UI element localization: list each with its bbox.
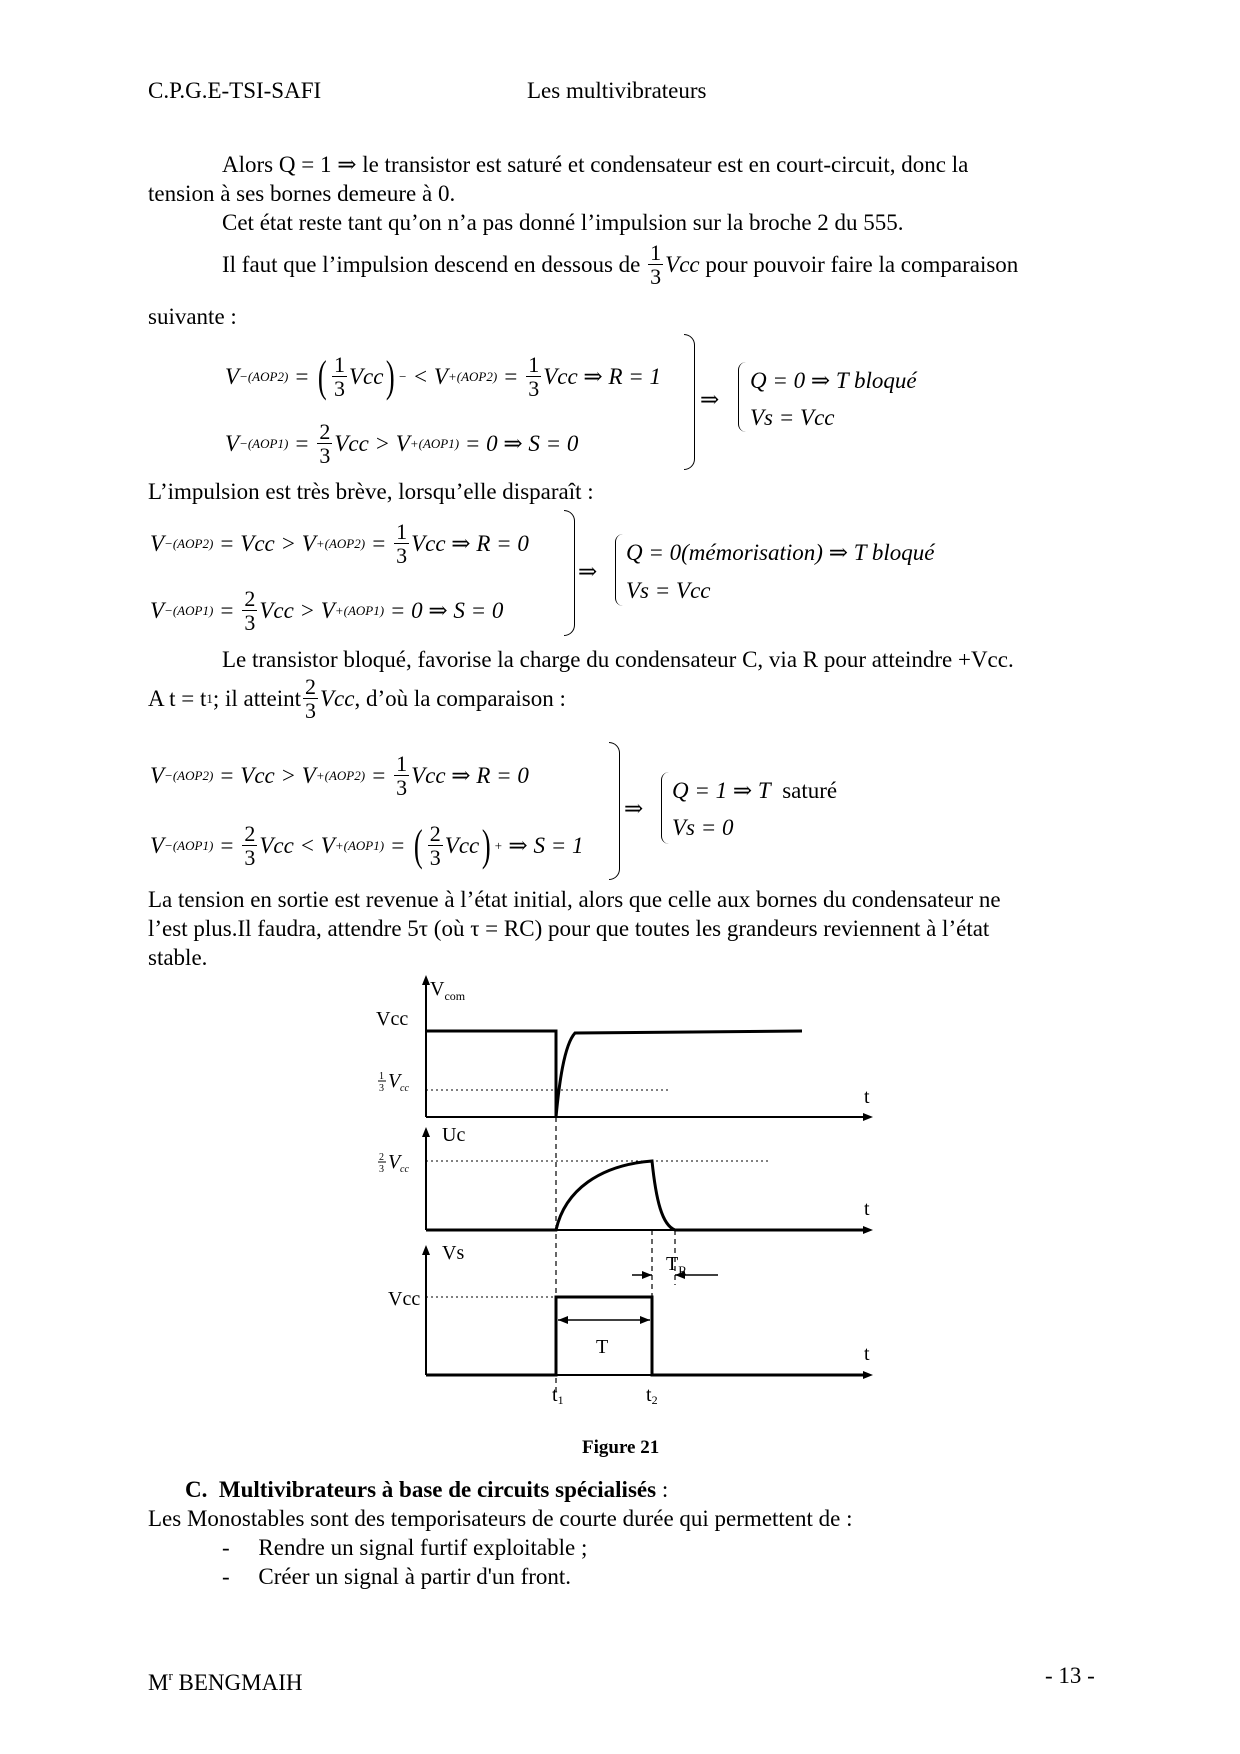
eq3-left-brace <box>661 772 670 844</box>
svg-text:cc: cc <box>400 1083 409 1094</box>
eq3-result-q: Q = 1 ⇒ T saturé <box>672 778 838 803</box>
para7-line1: La tension en sortie est revenue à l’état initial, alors que celle aux bornes du condensateur ne <box>148 887 1001 912</box>
period-label: T <box>596 1336 609 1358</box>
svg-text:V: V <box>388 1151 401 1173</box>
tr-label: $T_R$ <box>666 1253 687 1278</box>
footer-author: $M^r$ BENGMAIH <box>148 1668 303 1695</box>
eq2-left-brace <box>615 534 624 606</box>
eq1-result-vs: Vs = Vcc <box>750 405 835 430</box>
eq1-line2: V − (AOP1) = $\frac{2}{3}$ Vcc > V + (AOP1) = 0 ⇒ S = 0 <box>225 419 579 468</box>
eq1-left-brace <box>738 362 747 432</box>
eq1-line1: V − (AOP2) = ( $\frac{1}{3}$ Vcc ) − < V + (AOP2) = $\frac{1}{3}$ Vcc ⇒ R = 1 <box>225 351 662 401</box>
para5: Le transistor bloqué, favorise la charge du condensateur C, via R pour atteindre +Vcc. <box>222 647 1014 672</box>
two-thirds-vcc-label <box>378 1151 409 1175</box>
para3-after: pour pouvoir faire la comparaison <box>705 252 1019 277</box>
vcom-t-label: t <box>864 1086 870 1108</box>
eq3-implies: ⇒ <box>624 796 644 821</box>
vs-vcc-label: Vcc <box>388 1288 421 1310</box>
t1-label: t1 <box>552 1384 564 1405</box>
eq3-right-brace <box>609 742 620 880</box>
svg-text:3: 3 <box>379 1164 384 1175</box>
fraction-one-third: $\frac{1}{3}$ <box>650 240 662 289</box>
para1-line1: Alors Q = 1 ⇒ le transistor est saturé et condensateur est en court-circuit, donc la <box>222 152 969 177</box>
para7-line2: l’est plus.Il faudra, attendre 5τ (où τ = RC) pour que toutes les grandeurs reviennent à l’état <box>148 916 990 941</box>
para2: Cet état reste tant qu’on n’a pas donné l’impulsion sur la broche 2 du 555. <box>222 210 904 235</box>
footer-page-number: - 13 - <box>1045 1663 1095 1688</box>
vs-waveform <box>426 1297 865 1375</box>
para4: L’impulsion est très brève, lorsqu’elle disparaît : <box>148 479 594 504</box>
eq2-implies: ⇒ <box>578 559 598 584</box>
svg-text:2: 2 <box>379 1152 384 1163</box>
eq3-result-vs: Vs = 0 <box>672 815 734 840</box>
one-third-vcc-label <box>378 1070 409 1094</box>
eq2-result-q: Q = 0(mémorisation) ⇒ T bloqué <box>626 540 935 565</box>
header-title: Les multivibrateurs <box>527 78 707 103</box>
para6: A t = t 1 ; il atteint $\frac{2}{3}$ Vcc , d’où la comparaison : <box>148 674 566 723</box>
t2-label: t2 <box>646 1384 658 1405</box>
eq2-line1: V − (AOP2) = Vcc > V + (AOP2) = $\frac{1}{3}$ Vcc ⇒ R = 0 <box>150 519 529 568</box>
para3-before: Il faut que l’impulsion descend en dessous de <box>222 252 641 277</box>
bullet-1: - Rendre un signal furtif exploitable ; <box>222 1535 588 1560</box>
vcom-axis-arrow <box>422 975 430 985</box>
eq2-right-brace <box>564 510 575 636</box>
para8: Les Monostables sont des temporisateurs de courte durée qui permettent de : <box>148 1506 853 1531</box>
header-school: C.P.G.E-TSI-SAFI <box>148 78 322 103</box>
eq3-line1: V − (AOP2) = Vcc > V + (AOP2) = $\frac{1}{3}$ Vcc ⇒ R = 0 <box>150 751 529 800</box>
vs-t-label: t <box>864 1343 870 1365</box>
vs-label: Vs <box>442 1242 465 1264</box>
para1-line2: tension à ses bornes demeure à 0. <box>148 181 456 206</box>
svg-text:1: 1 <box>379 1071 384 1082</box>
eq2-line2: V − (AOP1) = $\frac{2}{3}$ Vcc > V + (AOP1) = 0 ⇒ S = 0 <box>150 586 504 635</box>
eq3-line2: V − (AOP1) = $\frac{2}{3}$ Vcc < V + (AOP1) = ( $\frac{2}{3}$ Vcc ) + ⇒ S = 1 <box>150 820 584 870</box>
uc-label: Uc <box>442 1124 466 1146</box>
para7-line3: stable. <box>148 945 208 970</box>
eq1-implies: ⇒ <box>700 387 720 412</box>
vcc-level-label: Vcc <box>376 1008 409 1030</box>
eq1-result-q: Q = 0 ⇒ T bloqué <box>750 368 917 393</box>
eq1-right-brace <box>684 334 695 470</box>
figure-caption: Figure 21 <box>582 1437 660 1458</box>
para3 <box>222 241 1018 288</box>
uc-t-label: t <box>864 1198 870 1220</box>
svg-text:3: 3 <box>379 1083 384 1094</box>
vcom-label: $V_{com}$ <box>430 978 466 1003</box>
bullet-2: - Créer un signal à partir d'un front. <box>222 1564 572 1589</box>
svg-text:V: V <box>388 1070 401 1092</box>
para3-line2: suivante : <box>148 304 237 329</box>
vcom-waveform <box>426 1031 802 1117</box>
figure-21-timing-diagram <box>360 975 900 1405</box>
section-c-heading: C. Multivibrateurs à base de circuits spécialisés : <box>185 1477 669 1502</box>
uc-waveform <box>426 1161 865 1230</box>
eq2-result-vs: Vs = Vcc <box>626 578 711 603</box>
vcc-symbol: Vcc <box>665 252 700 277</box>
svg-text:cc: cc <box>400 1164 409 1175</box>
